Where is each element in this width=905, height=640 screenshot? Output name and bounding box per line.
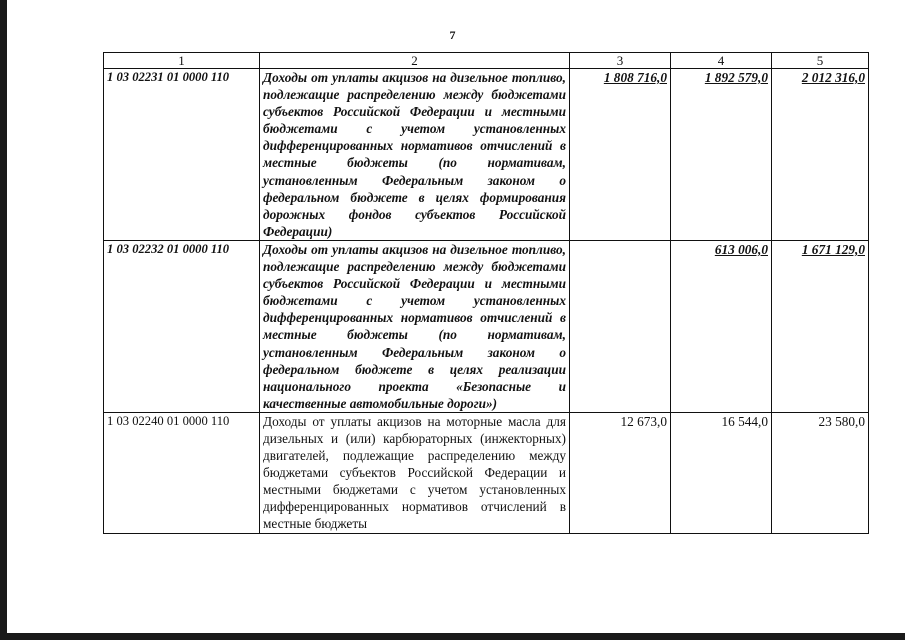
row-description: Доходы от уплаты акцизов на моторные масла для дизельных и (или) карбюраторных (инжекторных) двигателей, подлежащие распределению между бюджетами субъектов Российской Федерации и местными бюджетами с учетом установленных дифференцированных нормативов отчислений в местные бюджеты [260, 412, 570, 533]
header-cell-1: 1 [104, 53, 260, 69]
scan-edge-left [0, 0, 7, 640]
row-description: Доходы от уплаты акцизов на дизельное топливо, подлежащие распределению между бюджетами субъектов Российской Федерации и местными бюджетами с учетом установленных дифференцированных нормативов отчислений в местные бюджеты (по нормативам, установленным Федеральным законом о федеральном бюджете в целях реализации национального проекта «Безопасные и качественные автомобильные дороги») [260, 240, 570, 412]
budget-table [103, 52, 869, 534]
header-cell-5: 5 [772, 53, 869, 69]
row-value-col5: 1 671 129,0 [772, 240, 869, 412]
page-number: 7 [449, 28, 456, 42]
scan-edge-bottom [0, 633, 905, 640]
row-value-col4: 16 544,0 [671, 412, 772, 533]
row-value-col3 [570, 240, 671, 412]
table-row [104, 69, 869, 241]
row-description: Доходы от уплаты акцизов на дизельное топливо, подлежащие распределению между бюджетами субъектов Российской Федерации и местными бюджетами с учетом установленных дифференцированных нормативов отчислений в местные бюджеты (по нормативам, установленным Федеральным законом о федеральном бюджете в целях формирования дорожных фондов субъектов Российской Федерации) [260, 69, 570, 241]
header-cell-2: 2 [260, 53, 570, 69]
row-value-col4: 1 892 579,0 [671, 69, 772, 241]
row-value-col3: 12 673,0 [570, 412, 671, 533]
row-value-col5: 2 012 316,0 [772, 69, 869, 241]
row-code: 1 03 02231 01 0000 110 [104, 69, 260, 241]
header-cell-4: 4 [671, 53, 772, 69]
table-row [104, 412, 869, 533]
row-value-col3: 1 808 716,0 [570, 69, 671, 241]
row-code: 1 03 02240 01 0000 110 [104, 412, 260, 533]
row-value-col4: 613 006,0 [671, 240, 772, 412]
row-code: 1 03 02232 01 0000 110 [104, 240, 260, 412]
table-row [104, 240, 869, 412]
table-header-row [104, 53, 869, 69]
header-cell-3: 3 [570, 53, 671, 69]
row-value-col5: 23 580,0 [772, 412, 869, 533]
